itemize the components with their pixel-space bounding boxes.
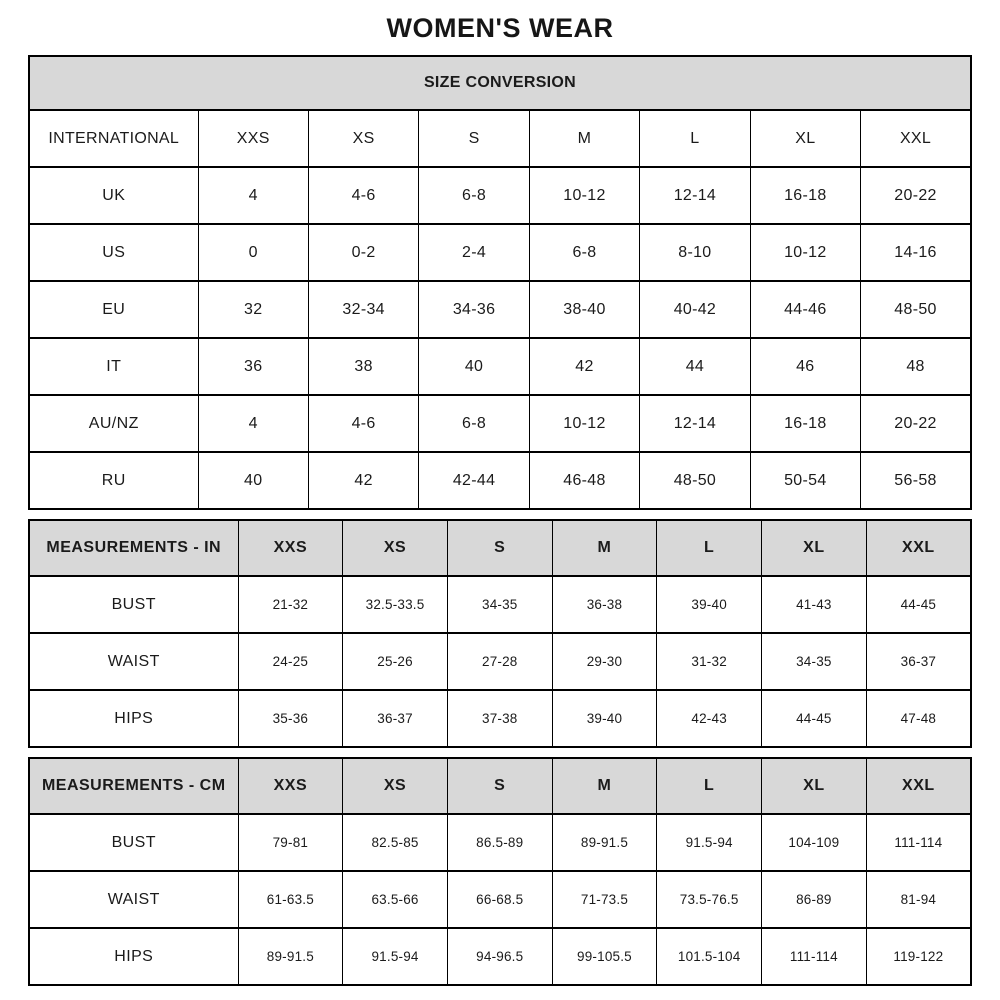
value-cell: 73.5-76.5 xyxy=(657,871,762,928)
value-cell: 111-114 xyxy=(762,928,867,985)
value-cell: 86-89 xyxy=(762,871,867,928)
table-row xyxy=(29,395,971,452)
size-column-header: XS xyxy=(343,520,448,576)
size-column-header: XXL xyxy=(866,758,971,814)
value-cell: 24-25 xyxy=(238,633,343,690)
size-column-header: L xyxy=(640,110,750,167)
value-cell: 6-8 xyxy=(419,395,529,452)
value-cell: 36-38 xyxy=(552,576,657,633)
value-cell: 2-4 xyxy=(419,224,529,281)
value-cell: 14-16 xyxy=(861,224,971,281)
value-cell: 50-54 xyxy=(750,452,860,509)
value-cell: 4-6 xyxy=(308,167,418,224)
value-cell: 42 xyxy=(529,338,639,395)
value-cell: 89-91.5 xyxy=(238,928,343,985)
value-cell: 4 xyxy=(198,395,308,452)
measurements-cm-header-row xyxy=(29,758,971,814)
value-cell: 81-94 xyxy=(866,871,971,928)
table-row xyxy=(29,167,971,224)
table-row xyxy=(29,928,971,985)
table-row xyxy=(29,452,971,509)
value-cell: 40 xyxy=(419,338,529,395)
value-cell: 12-14 xyxy=(640,167,750,224)
page-title: WOMEN'S WEAR xyxy=(386,13,614,43)
size-column-header: XL xyxy=(750,110,860,167)
size-column-header: M xyxy=(552,758,657,814)
value-cell: 44-45 xyxy=(866,576,971,633)
value-cell: 38 xyxy=(308,338,418,395)
table-row xyxy=(29,633,971,690)
value-cell: 44-46 xyxy=(750,281,860,338)
size-column-header: L xyxy=(657,758,762,814)
value-cell: 35-36 xyxy=(238,690,343,747)
size-column-header: XXS xyxy=(238,758,343,814)
row-label: AU/NZ xyxy=(29,395,198,452)
value-cell: 61-63.5 xyxy=(238,871,343,928)
value-cell: 10-12 xyxy=(529,395,639,452)
value-cell: 86.5-89 xyxy=(447,814,552,871)
value-cell: 38-40 xyxy=(529,281,639,338)
value-cell: 44-45 xyxy=(762,690,867,747)
size-column-header: XS xyxy=(308,110,418,167)
value-cell: 34-35 xyxy=(762,633,867,690)
table-row xyxy=(29,224,971,281)
table-row xyxy=(29,690,971,747)
row-label: HIPS xyxy=(29,928,238,985)
value-cell: 34-36 xyxy=(419,281,529,338)
value-cell: 32 xyxy=(198,281,308,338)
size-column-header: XL xyxy=(762,758,867,814)
value-cell: 36-37 xyxy=(343,690,448,747)
table-row xyxy=(29,871,971,928)
value-cell: 0-2 xyxy=(308,224,418,281)
value-cell: 34-35 xyxy=(447,576,552,633)
size-column-header: XXS xyxy=(198,110,308,167)
value-cell: 39-40 xyxy=(657,576,762,633)
value-cell: 42-44 xyxy=(419,452,529,509)
value-cell: 36-37 xyxy=(866,633,971,690)
value-cell: 37-38 xyxy=(447,690,552,747)
row-label: WAIST xyxy=(29,633,238,690)
value-cell: 66-68.5 xyxy=(447,871,552,928)
value-cell: 4 xyxy=(198,167,308,224)
value-cell: 40-42 xyxy=(640,281,750,338)
value-cell: 46 xyxy=(750,338,860,395)
value-cell: 89-91.5 xyxy=(552,814,657,871)
value-cell: 99-105.5 xyxy=(552,928,657,985)
value-cell: 48-50 xyxy=(640,452,750,509)
value-cell: 32.5-33.5 xyxy=(343,576,448,633)
size-column-header: XL xyxy=(762,520,867,576)
value-cell: 91.5-94 xyxy=(343,928,448,985)
value-cell: 63.5-66 xyxy=(343,871,448,928)
size-column-header: S xyxy=(447,520,552,576)
value-cell: 104-109 xyxy=(762,814,867,871)
size-column-header: XXL xyxy=(861,110,971,167)
value-cell: 56-58 xyxy=(861,452,971,509)
row-label: US xyxy=(29,224,198,281)
row-label: WAIST xyxy=(29,871,238,928)
value-cell: 79-81 xyxy=(238,814,343,871)
value-cell: 16-18 xyxy=(750,395,860,452)
value-cell: 6-8 xyxy=(419,167,529,224)
size-conversion-title-row xyxy=(29,56,971,110)
size-column-header: M xyxy=(529,110,639,167)
value-cell: 27-28 xyxy=(447,633,552,690)
value-cell: 29-30 xyxy=(552,633,657,690)
value-cell: 48 xyxy=(861,338,971,395)
value-cell: 111-114 xyxy=(866,814,971,871)
measurements-in-table xyxy=(28,519,972,748)
row-label: RU xyxy=(29,452,198,509)
value-cell: 36 xyxy=(198,338,308,395)
measurements-in-label-header: MEASUREMENTS - IN xyxy=(29,520,238,576)
value-cell: 8-10 xyxy=(640,224,750,281)
value-cell: 10-12 xyxy=(529,167,639,224)
size-column-header: XXS xyxy=(238,520,343,576)
value-cell: 47-48 xyxy=(866,690,971,747)
size-conversion-title: SIZE CONVERSION xyxy=(29,56,971,110)
value-cell: 6-8 xyxy=(529,224,639,281)
size-column-header: S xyxy=(419,110,529,167)
value-cell: 42 xyxy=(308,452,418,509)
size-conversion-table xyxy=(28,55,972,510)
measurements-cm-table xyxy=(28,757,972,986)
value-cell: 10-12 xyxy=(750,224,860,281)
table-row xyxy=(29,281,971,338)
value-cell: 12-14 xyxy=(640,395,750,452)
value-cell: 41-43 xyxy=(762,576,867,633)
size-conversion-label-header: INTERNATIONAL xyxy=(29,110,198,167)
value-cell: 94-96.5 xyxy=(447,928,552,985)
size-column-header: M xyxy=(552,520,657,576)
value-cell: 42-43 xyxy=(657,690,762,747)
size-column-header: XS xyxy=(343,758,448,814)
value-cell: 21-32 xyxy=(238,576,343,633)
table-row xyxy=(29,814,971,871)
value-cell: 32-34 xyxy=(308,281,418,338)
row-label: BUST xyxy=(29,814,238,871)
value-cell: 71-73.5 xyxy=(552,871,657,928)
value-cell: 101.5-104 xyxy=(657,928,762,985)
row-label: BUST xyxy=(29,576,238,633)
size-column-header: XXL xyxy=(866,520,971,576)
size-column-header: S xyxy=(447,758,552,814)
row-label: UK xyxy=(29,167,198,224)
value-cell: 25-26 xyxy=(343,633,448,690)
table-row xyxy=(29,338,971,395)
value-cell: 40 xyxy=(198,452,308,509)
value-cell: 46-48 xyxy=(529,452,639,509)
value-cell: 20-22 xyxy=(861,395,971,452)
value-cell: 82.5-85 xyxy=(343,814,448,871)
value-cell: 39-40 xyxy=(552,690,657,747)
size-conversion-header-row xyxy=(29,110,971,167)
value-cell: 31-32 xyxy=(657,633,762,690)
measurements-in-header-row xyxy=(29,520,971,576)
value-cell: 119-122 xyxy=(866,928,971,985)
row-label: IT xyxy=(29,338,198,395)
value-cell: 44 xyxy=(640,338,750,395)
value-cell: 0 xyxy=(198,224,308,281)
tables-container xyxy=(0,55,1000,986)
value-cell: 91.5-94 xyxy=(657,814,762,871)
value-cell: 20-22 xyxy=(861,167,971,224)
row-label: HIPS xyxy=(29,690,238,747)
value-cell: 4-6 xyxy=(308,395,418,452)
row-label: EU xyxy=(29,281,198,338)
value-cell: 16-18 xyxy=(750,167,860,224)
size-column-header: L xyxy=(657,520,762,576)
measurements-cm-label-header: MEASUREMENTS - CM xyxy=(29,758,238,814)
value-cell: 48-50 xyxy=(861,281,971,338)
table-row xyxy=(29,576,971,633)
